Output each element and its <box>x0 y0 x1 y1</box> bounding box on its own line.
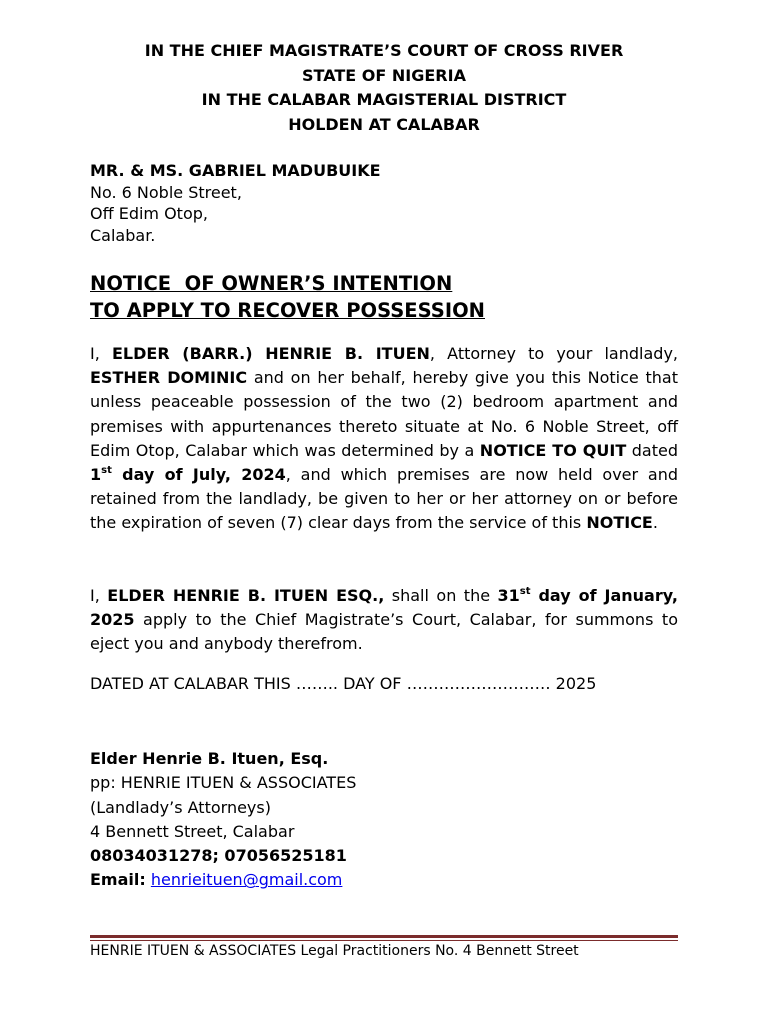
attorney-name-esq: ELDER HENRIE B. ITUEN ESQ., <box>107 586 385 605</box>
attorney-name: ELDER (BARR.) HENRIE B. ITUEN <box>111 344 430 363</box>
notice-word: NOTICE <box>586 513 653 533</box>
court-header-line-2: STATE OF NIGERIA <box>302 65 466 85</box>
footer-divider <box>90 935 678 938</box>
court-header-line-4: HOLDEN AT CALABAR <box>288 114 480 134</box>
ordinal-suffix: st <box>519 585 531 597</box>
signature-block <box>90 747 356 893</box>
notice-title-line-1: NOTICE OF OWNER’S INTENTION <box>90 272 453 295</box>
text-run: and on her behalf, hereby give you this Notice that unless peaceable possession of the two (2) bedroom apartment and premises with appurtenances thereto situate at No. 6 Noble Street, off Edim Otop, Calabar which was determined by a <box>90 368 678 460</box>
quit-date-day: 1 <box>90 465 102 485</box>
email-link[interactable]: henrieituen@gmail.com <box>150 870 343 890</box>
text-run: apply to the Chief Magistrate’s Court, Calabar, for summons to eject you and anybody therefrom. <box>90 610 678 654</box>
text-run: shall on the <box>384 586 498 605</box>
text-run: I, <box>90 586 108 605</box>
signatory-firm: pp: HENRIE ITUEN & ASSOCIATES <box>90 773 357 793</box>
application-date-day: 31 <box>497 586 520 605</box>
addressee-address-line-2: Off Edim Otop, <box>90 204 208 223</box>
signatory-phones: 08034031278; 07056525181 <box>90 846 347 866</box>
email-label: Email: <box>90 870 146 890</box>
court-header-line-3: IN THE CALABAR MAGISTERIAL DISTRICT <box>201 90 567 109</box>
signatory-email-row <box>90 868 356 892</box>
landlady-name: ESTHER DOMINIC <box>90 368 248 388</box>
court-header <box>90 39 678 137</box>
addressee-name: MR. & MS. GABRIEL MADUBUIKE <box>90 161 381 180</box>
addressee-address-line-1: No. 6 Noble Street, <box>90 182 242 202</box>
dated-line: DATED AT CALABAR THIS …….. DAY OF ……………………… 2025 <box>90 674 597 693</box>
notice-to-quit-label: NOTICE TO QUIT <box>479 440 627 460</box>
ordinal-suffix: st <box>101 464 112 476</box>
signatory-role: (Landlady’s Attorneys) <box>90 797 271 817</box>
application-date-rest: day of January, 2025 <box>90 586 679 630</box>
text-run: , and which premises are now held over and retained from the landlady, be given to her or her attorney on or before the expiration of seven (7) clear days from the service of this <box>90 465 679 533</box>
footer-text: HENRIE ITUEN & ASSOCIATES Legal Practitioners No. 4 Bennett Street <box>90 943 579 959</box>
notice-title <box>90 271 485 324</box>
addressee-address-line-3: Calabar. <box>90 225 156 245</box>
signatory-address: 4 Bennett Street, Calabar <box>90 821 295 841</box>
notice-paragraph-1 <box>90 342 678 536</box>
notice-title-line-2: TO APPLY TO RECOVER POSSESSION <box>90 298 485 322</box>
text-run: dated <box>626 440 679 460</box>
court-header-line-1: IN THE CHIEF MAGISTRATE’S COURT OF CROSS RIVER <box>144 41 624 60</box>
quit-date-rest: day of July, 2024 <box>111 465 286 485</box>
addressee-block <box>90 160 381 246</box>
signatory-name: Elder Henrie B. Ituen, Esq. <box>90 749 329 768</box>
notice-paragraph-2 <box>90 584 678 657</box>
text-run: . <box>652 513 658 533</box>
text-run: I, <box>90 344 112 363</box>
text-run: , Attorney to your landlady, <box>429 344 678 363</box>
